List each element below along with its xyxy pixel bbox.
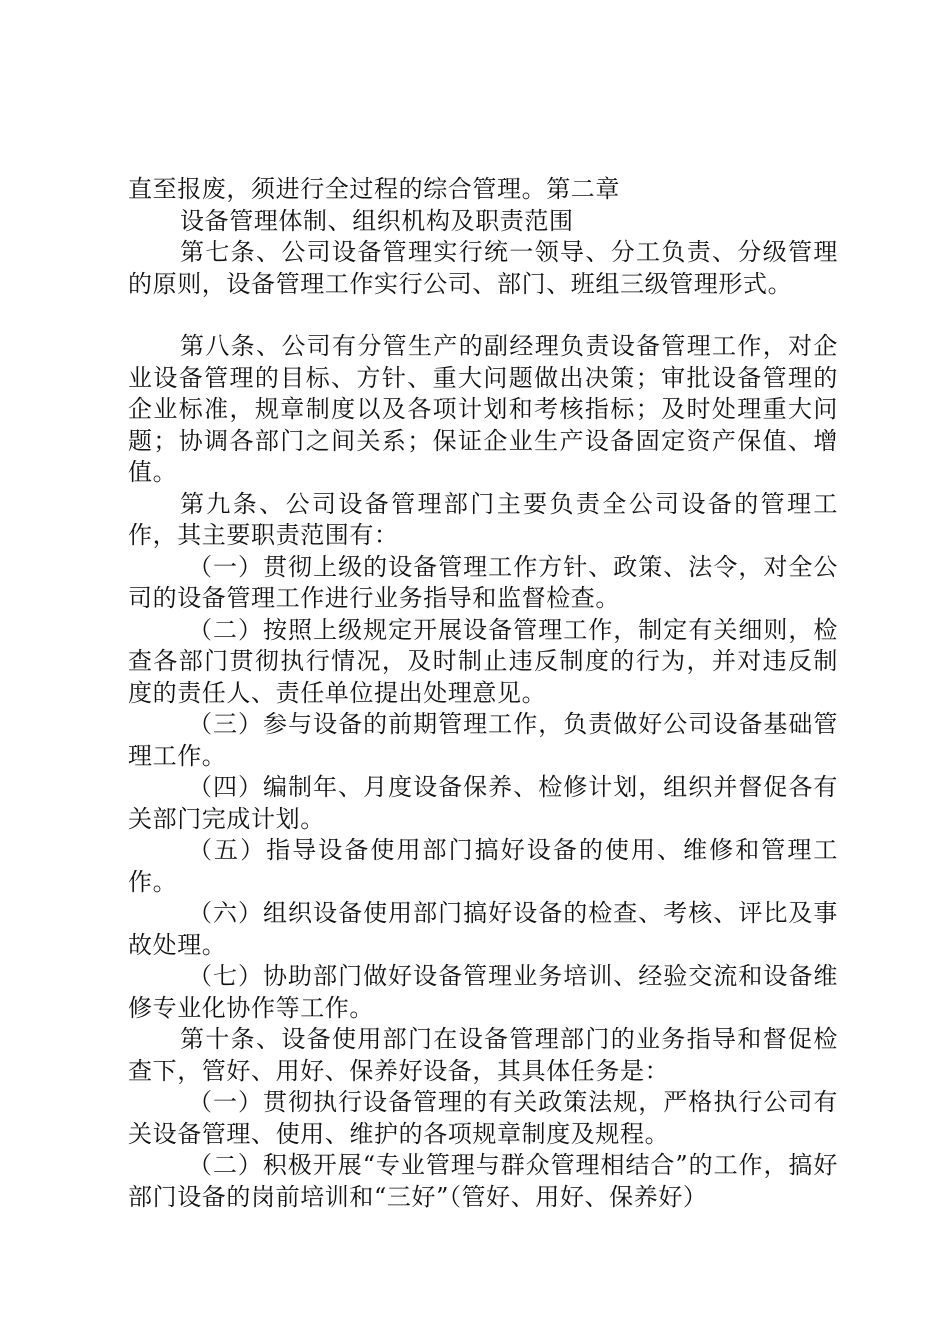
- article-9-item-5: （五）指导设备使用部门搞好设备的使用、维修和管理工作。: [128, 836, 838, 896]
- article-9-item-3: （三）参与设备的前期管理工作，负责做好公司设备基础管理工作。: [128, 710, 838, 770]
- article-9-item-2: （二）按照上级规定开展设备管理工作，制定有关细则，检查各部门贯彻执行情况，及时制止违反制度的行为，并对违反制度的责任人、责任单位提出处理意见。: [128, 615, 838, 707]
- article-10: 第十条、设备使用部门在设备管理部门的业务指导和督促检查下，管好、用好、保养好设备，其具体任务是：: [128, 1025, 838, 1085]
- article-8: 第八条、公司有分管生产的副经理负责设备管理工作，对企业设备管理的目标、方针、重大问题做出决策；审批设备管理的企业标准，规章制度以及各项计划和考核指标；及时处理重大问题；协调各部门之间关系；保证企业生产设备固定资产保值、增值。: [128, 332, 838, 486]
- document-body: [128, 174, 838, 1213]
- article-7: 第七条、公司设备管理实行统一领导、分工负责、分级管理的原则，设备管理工作实行公司、部门、班组三级管理形式。: [128, 238, 838, 298]
- paragraph-continuation: 直至报废，须进行全过程的综合管理。第二章: [128, 175, 620, 203]
- chapter-heading: 设备管理体制、组织机构及职责范围: [180, 206, 574, 235]
- article-9-item-4: （四）编制年、月度设备保养、检修计划，组织并督促各有关部门完成计划。: [128, 773, 838, 833]
- article-9-item-7: （七）协助部门做好设备管理业务培训、经验交流和设备维修专业化协作等工作。: [128, 962, 838, 1022]
- article-9-item-6: （六）组织设备使用部门搞好设备的检查、考核、评比及事故处理。: [128, 899, 838, 959]
- article-10-item-2: （二）积极开展“专业管理与群众管理相结合”的工作，搞好部门设备的岗前培训和“三好”（管好、用好、保养好）: [128, 1151, 838, 1211]
- article-9-item-1: （一）贯彻上级的设备管理工作方针、政策、法令，对全公司的设备管理工作进行业务指导和监督检查。: [128, 552, 838, 612]
- article-10-item-1: （一）贯彻执行设备管理的有关政策法规，严格执行公司有关设备管理、使用、维护的各项规章制度及规程。: [128, 1088, 838, 1148]
- article-9: 第九条、公司设备管理部门主要负责全公司设备的管理工作，其主要职责范围有：: [128, 489, 838, 549]
